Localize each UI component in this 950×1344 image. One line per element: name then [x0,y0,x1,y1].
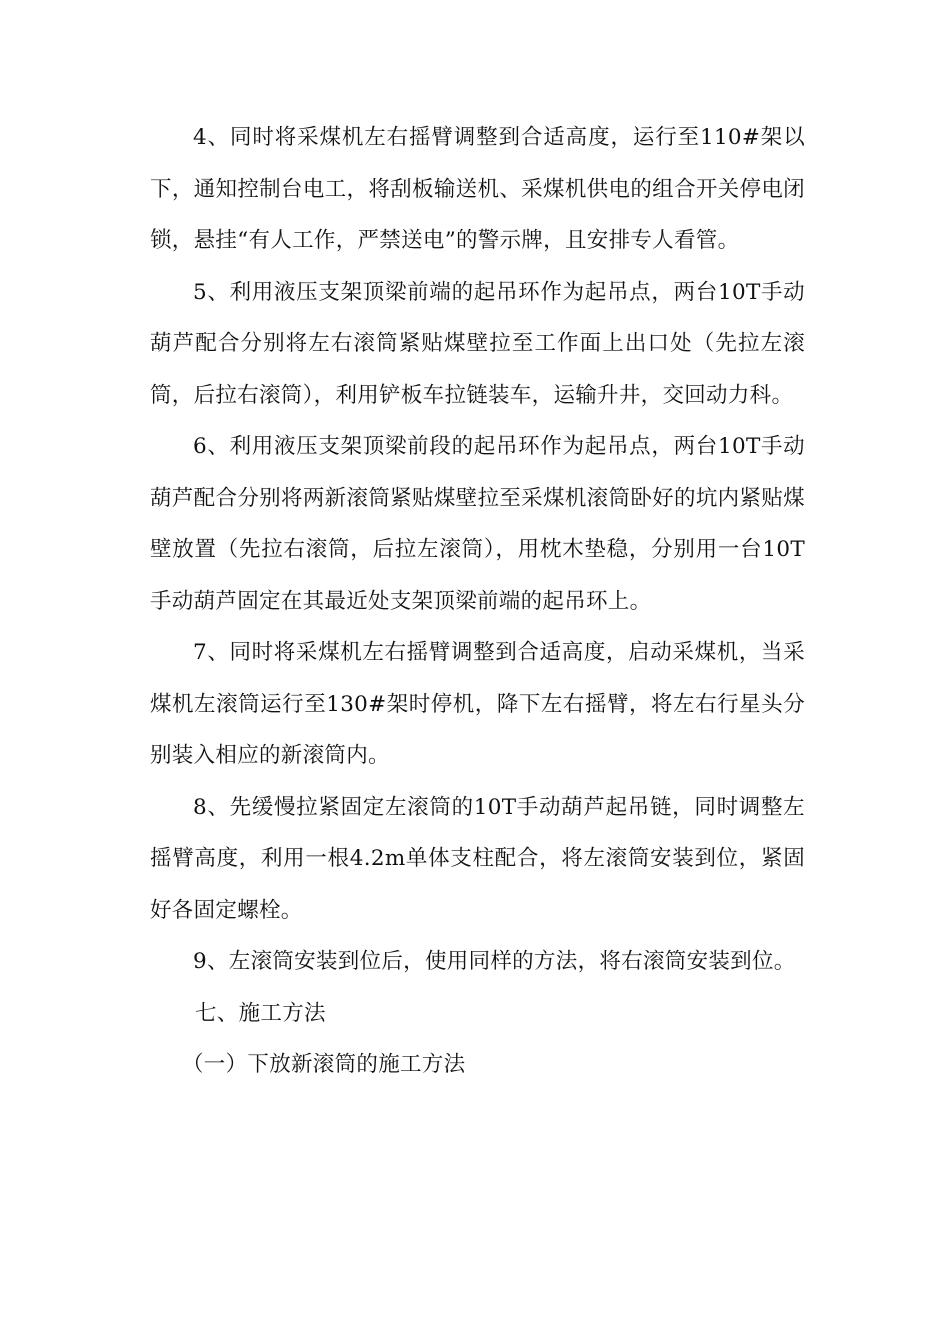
paragraph-step-4: 4、同时将采煤机左右摇臂调整到合适高度，运行至110#架以下，通知控制台电工，将刮板输送机、采煤机供电的组合开关停电闭锁，悬挂“有人工作，严禁送电”的警示牌，且安排专人看管。 [150,125,805,253]
section-heading: 七、施工方法 [195,1000,326,1026]
paragraph-step-5: 5、利用液压支架顶梁前端的起吊环作为起吊点，两台10T手动葫芦配合分别将左右滚筒紧贴煤壁拉至工作面上出口处（先拉左滚筒，后拉右滚筒），利用铲板车拉链装车，运输升井，交回动力科。 [150,279,805,408]
paragraph-step-7: 7、同时将采煤机左右摇臂调整到合适高度，启动采煤机，当采煤机左滚筒运行至130#架时停机，降下左右摇臂，将左右行星头分别装入相应的新滚筒内。 [150,640,805,768]
document-body [150,112,805,1091]
paragraph-step-8: 8、先缓慢拉紧固定左滚筒的10T手动葫芦起吊链，同时调整左摇臂高度，利用一根4.2m单体支柱配合，将左滚筒安装到位，紧固好各固定螺栓。 [150,794,805,923]
paragraph-step-9: 9、左滚筒安装到位后，使用同样的方法，将右滚筒安装到位。 [193,949,796,974]
paragraph-step-6: 6、利用液压支架顶梁前段的起吊环作为起吊点，两台10T手动葫芦配合分别将两新滚筒紧贴煤壁拉至采煤机滚筒卧好的坑内紧贴煤壁放置（先拉右滚筒，后拉左滚筒），用枕木垫稳，分别用一台10T手动葫芦固定在其最近处支架顶梁前端的起吊环上。 [150,434,805,614]
subsection-heading: （一）下放新滚筒的施工方法 [182,1052,466,1077]
